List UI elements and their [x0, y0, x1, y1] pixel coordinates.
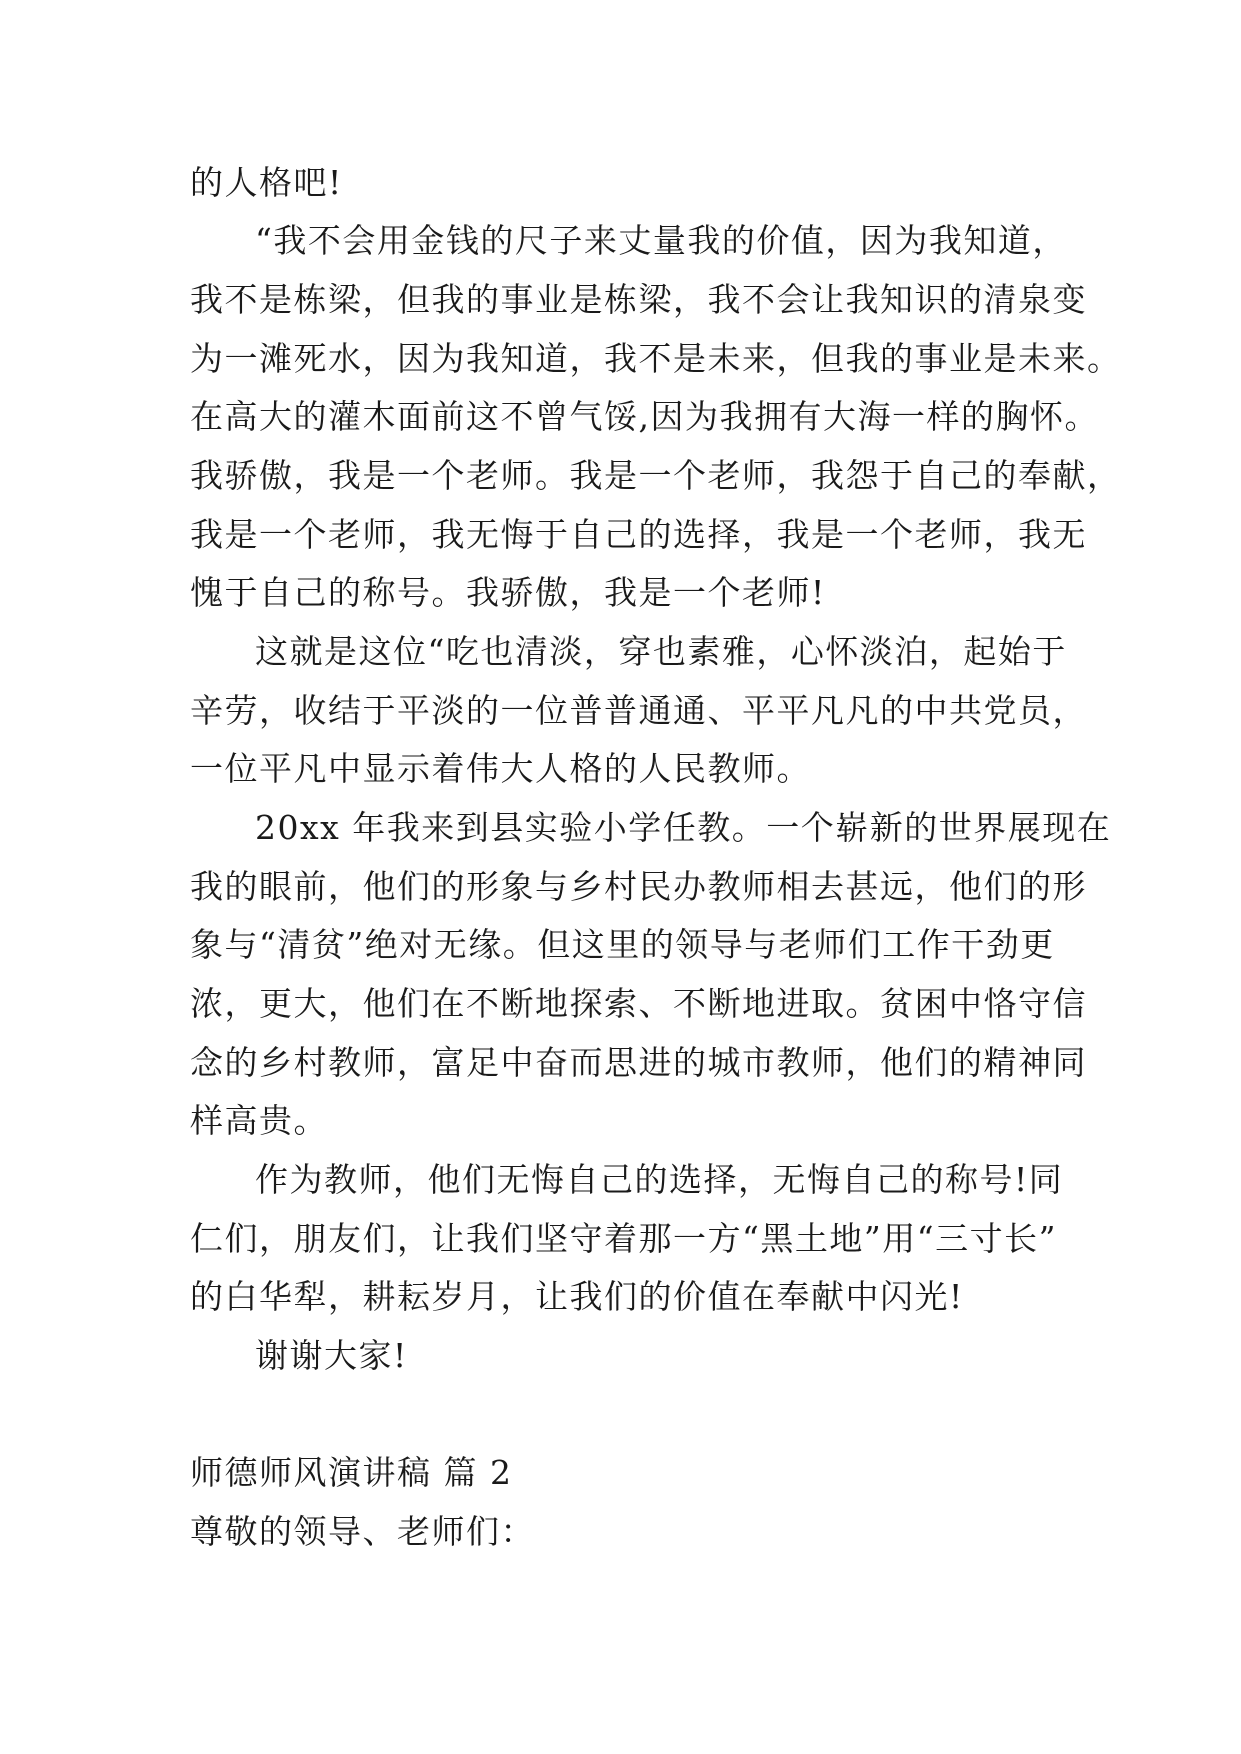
text-line: 辛劳，收结于平淡的一位普普通通、平平凡凡的中共党员， — [190, 691, 1087, 730]
text-line: 我是一个老师，我无悔于自己的选择，我是一个老师，我无 — [190, 515, 1087, 554]
text-line: 的人格吧! — [190, 163, 343, 202]
text-line: 我骄傲，我是一个老师。我是一个老师，我怨于自己的奉献， — [190, 456, 1122, 495]
text-line: “我不会用金钱的尺子来丈量我的价值，因为我知道， — [255, 221, 1067, 260]
text-line: 样高贵。 — [190, 1101, 328, 1140]
text-line: 象与“清贫”绝对无缘。但这里的领导与老师们工作干劲更 — [190, 925, 1055, 964]
text-line: 20xx 年我来到县实验小学任教。一个崭新的世界展现在 — [255, 808, 1112, 847]
text-line: 谢谢大家! — [255, 1336, 408, 1375]
text-line: 仁们，朋友们，让我们坚守着那一方“黑土地”用“三寸长” — [190, 1219, 1057, 1258]
section-heading: 师德师风演讲稿 篇 2 — [190, 1453, 513, 1492]
salutation: 尊敬的领导、老师们： — [190, 1512, 535, 1551]
text-line: 念的乡村教师，富足中奋而思进的城市教师，他们的精神同 — [190, 1043, 1087, 1082]
text-line: 作为教师，他们无悔自己的选择，无悔自己的称号!同 — [255, 1160, 1064, 1199]
text-line: 愧于自己的称号。我骄傲，我是一个老师! — [190, 573, 826, 612]
text-line: 的白华犁，耕耘岁月，让我们的价值在奉献中闪光! — [190, 1277, 964, 1316]
text-line: 我不是栋梁，但我的事业是栋梁，我不会让我知识的清泉变 — [190, 280, 1087, 319]
text-line: 一位平凡中显示着伟大人格的人民教师。 — [190, 749, 811, 788]
text-line: 在高大的灌木面前这不曾气馁,因为我拥有大海一样的胸怀。 — [190, 397, 1099, 436]
text-line: 浓，更大，他们在不断地探索、不断地进取。贫困中恪守信 — [190, 984, 1087, 1023]
text-line: 这就是这位“吃也清淡，穿也素雅，心怀淡泊，起始于 — [255, 632, 1067, 671]
text-line: 为一滩死水，因为我知道，我不是未来，但我的事业是未来。 — [190, 339, 1122, 378]
text-line: 我的眼前，他们的形象与乡村民办教师相去甚远，他们的形 — [190, 867, 1087, 906]
